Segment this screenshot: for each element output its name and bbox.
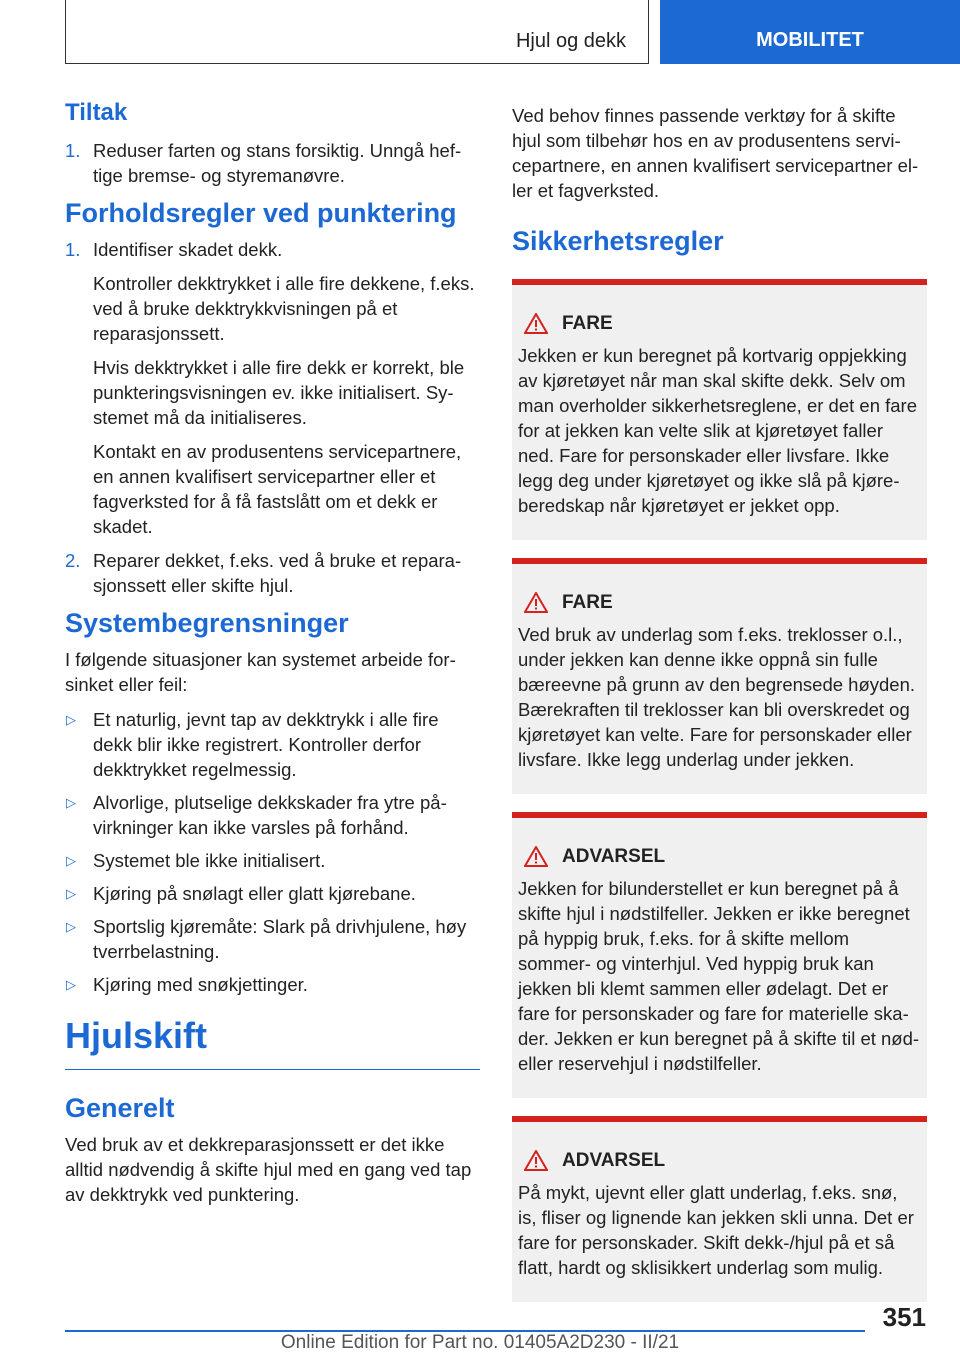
heading-sikkerhetsregler: Sikkerhetsregler	[512, 226, 724, 256]
heading-generelt: Generelt	[65, 1093, 175, 1123]
list-text: Reduser farten og stans forsiktig. Unngå heftige bremse- og styremanøvre.	[93, 140, 462, 186]
triangle-bullet-icon: ▷	[66, 886, 76, 901]
list-item	[65, 237, 480, 539]
header-section-title: Hjul og dekk	[515, 30, 626, 52]
heading-hjulskift: Hjulskift	[65, 1013, 480, 1070]
system-intro: I følgende situasjoner kan systemet arbeide forsinket eller feil:	[65, 649, 456, 695]
bullet-item	[65, 848, 480, 873]
list-number: 1.	[65, 239, 81, 260]
warning-text: På mykt, ujevnt eller glatt underlag, f.eks. snø, is, fliser og lignende kan jekken skli unna. Det er fare for personskader. Skift dekk-/hjul på et så flatt, hardt og sklisikkert underlag som mulig.	[518, 1182, 914, 1278]
list-text: Reparer dekket, f.eks. ved å bruke et reparasjonssett eller skifte hjul.	[93, 550, 462, 596]
warning-text: Jekken for bilunderstellet er kun beregnet på å skifte hjul i nødstilfeller. Jekken er ikke beregnet på hyppig bruk, f.eks. for å skifte mellom sommer- og vinterhjul. Ved hyppig bruk kan jekken bli klemt sammen eller ødelagt. Det er fare for personskader og fare for materielle skader. Jekken er kun beregnet på å skifte til et nød- eller reservehjul i nødstilfeller.	[518, 878, 920, 1074]
triangle-bullet-icon: ▷	[66, 712, 76, 727]
bullet-text: Alvorlige, plutselige dekkskader fra ytre påvirkninger kan ikke varsles på forhånd.	[93, 792, 447, 838]
generelt-text: Ved bruk av et dekkreparasjonssett er det ikke alltid nødvendig å skifte hjul med en gang ved tap av dekktrykk ved punktering.	[65, 1134, 472, 1205]
warning-text: Jekken er kun beregnet på kortvarig oppjekking av kjøretøyet når man skal skifte dekk. Selv om man overholder sikkerhetsreglene, er det en fare for at jekken kan velte slik at kjøretøyet faller ned. Fare for personskader eller livsfare. Ikke legg deg under kjøretøyet og ikke slå på kjøreberedskap når kjøretøyet er jekket opp.	[518, 345, 917, 516]
bullet-text: Sportslig kjøremåte: Slark på drivhjulene, høy tverrbelastning.	[93, 916, 467, 962]
warning-triangle-icon	[524, 313, 548, 334]
warning-header	[524, 1148, 921, 1173]
bullet-item	[65, 707, 480, 782]
list-text: Hvis dekktrykket i alle fire dekk er korrekt, ble punkteringsvisningen ev. ikke initialisert. Systemet må da initialiseres.	[93, 357, 465, 428]
warning-header	[524, 311, 921, 336]
page-number: 351	[882, 1302, 926, 1332]
warning-box	[512, 279, 927, 540]
warning-label: FARE	[562, 592, 613, 613]
header-section-box	[65, 0, 649, 64]
warning-header	[524, 844, 921, 869]
bullet-text: Systemet ble ikke initialisert.	[93, 850, 326, 871]
warning-text: Ved bruk av underlag som f.eks. treklosser o.l., under jekken kan denne ikke oppnå sin fulle bæreevne på grunn av den begrensede høyden. Bærekraften til treklosser kan bli overskredet og kjøretøyet kan velte. Fare for personskader eller livsfare. Ikke legg underlag under jekken.	[518, 624, 916, 770]
triangle-bullet-icon: ▷	[66, 853, 76, 868]
list-item	[65, 548, 480, 598]
list-number: 1.	[65, 140, 81, 161]
triangle-bullet-icon: ▷	[66, 977, 76, 992]
warning-triangle-icon	[524, 846, 548, 867]
header-chapter-tab	[660, 0, 960, 64]
bullet-item	[65, 790, 480, 840]
warning-label: FARE	[562, 313, 613, 334]
warning-box	[512, 812, 927, 1098]
bullet-item	[65, 972, 480, 997]
warning-box	[512, 1116, 927, 1302]
warning-label: ADVARSEL	[562, 1150, 666, 1171]
left-column	[65, 98, 480, 1207]
warning-box	[512, 558, 927, 794]
tools-intro: Ved behov finnes passende verktøy for å skifte hjul som tilbehør hos en av produsentens servicepartnere, en annen kvalifisert servicepartner eller et fagverksted.	[512, 105, 919, 201]
warning-label: ADVARSEL	[562, 846, 666, 867]
list-text: Kontakt en av produsentens servicepartnere, en annen kvalifisert servicepartner eller et fagverksted for å få fastslått om et dekk er skadet.	[93, 441, 462, 537]
warning-triangle-icon	[524, 592, 548, 613]
list-number: 2.	[65, 550, 81, 571]
bullet-item	[65, 881, 480, 906]
bullet-text: Et naturlig, jevnt tap av dekktrykk i alle fire dekk blir ikke registrert. Kontroller derfor dekktrykket regelmessig.	[93, 709, 439, 780]
heading-systembegrensninger: Systembegrensninger	[65, 608, 349, 638]
bullet-item	[65, 914, 480, 964]
list-item	[65, 138, 480, 188]
list-text: Kontroller dekktrykket i alle fire dekkene, f.eks. ved å bruke dekktrykkvisningen på et reparasjonssett.	[93, 273, 475, 344]
heading-forholdsregler: Forholdsregler ved punktering	[65, 198, 457, 228]
footer-edition: Online Edition for Part no. 01405A2D230 - II/21	[280, 1332, 680, 1353]
triangle-bullet-icon: ▷	[66, 919, 76, 934]
warning-triangle-icon	[524, 1150, 548, 1171]
list-text: Identifiser skadet dekk.	[93, 239, 283, 260]
bullet-text: Kjøring på snølagt eller glatt kjørebane.	[93, 883, 416, 904]
bullet-text: Kjøring med snøkjettinger.	[93, 974, 308, 995]
warning-header	[524, 590, 921, 615]
header-chapter-label: MOBILITET	[756, 29, 864, 51]
heading-tiltak: Tiltak	[65, 99, 128, 126]
right-column	[512, 103, 927, 1320]
triangle-bullet-icon: ▷	[66, 795, 76, 810]
